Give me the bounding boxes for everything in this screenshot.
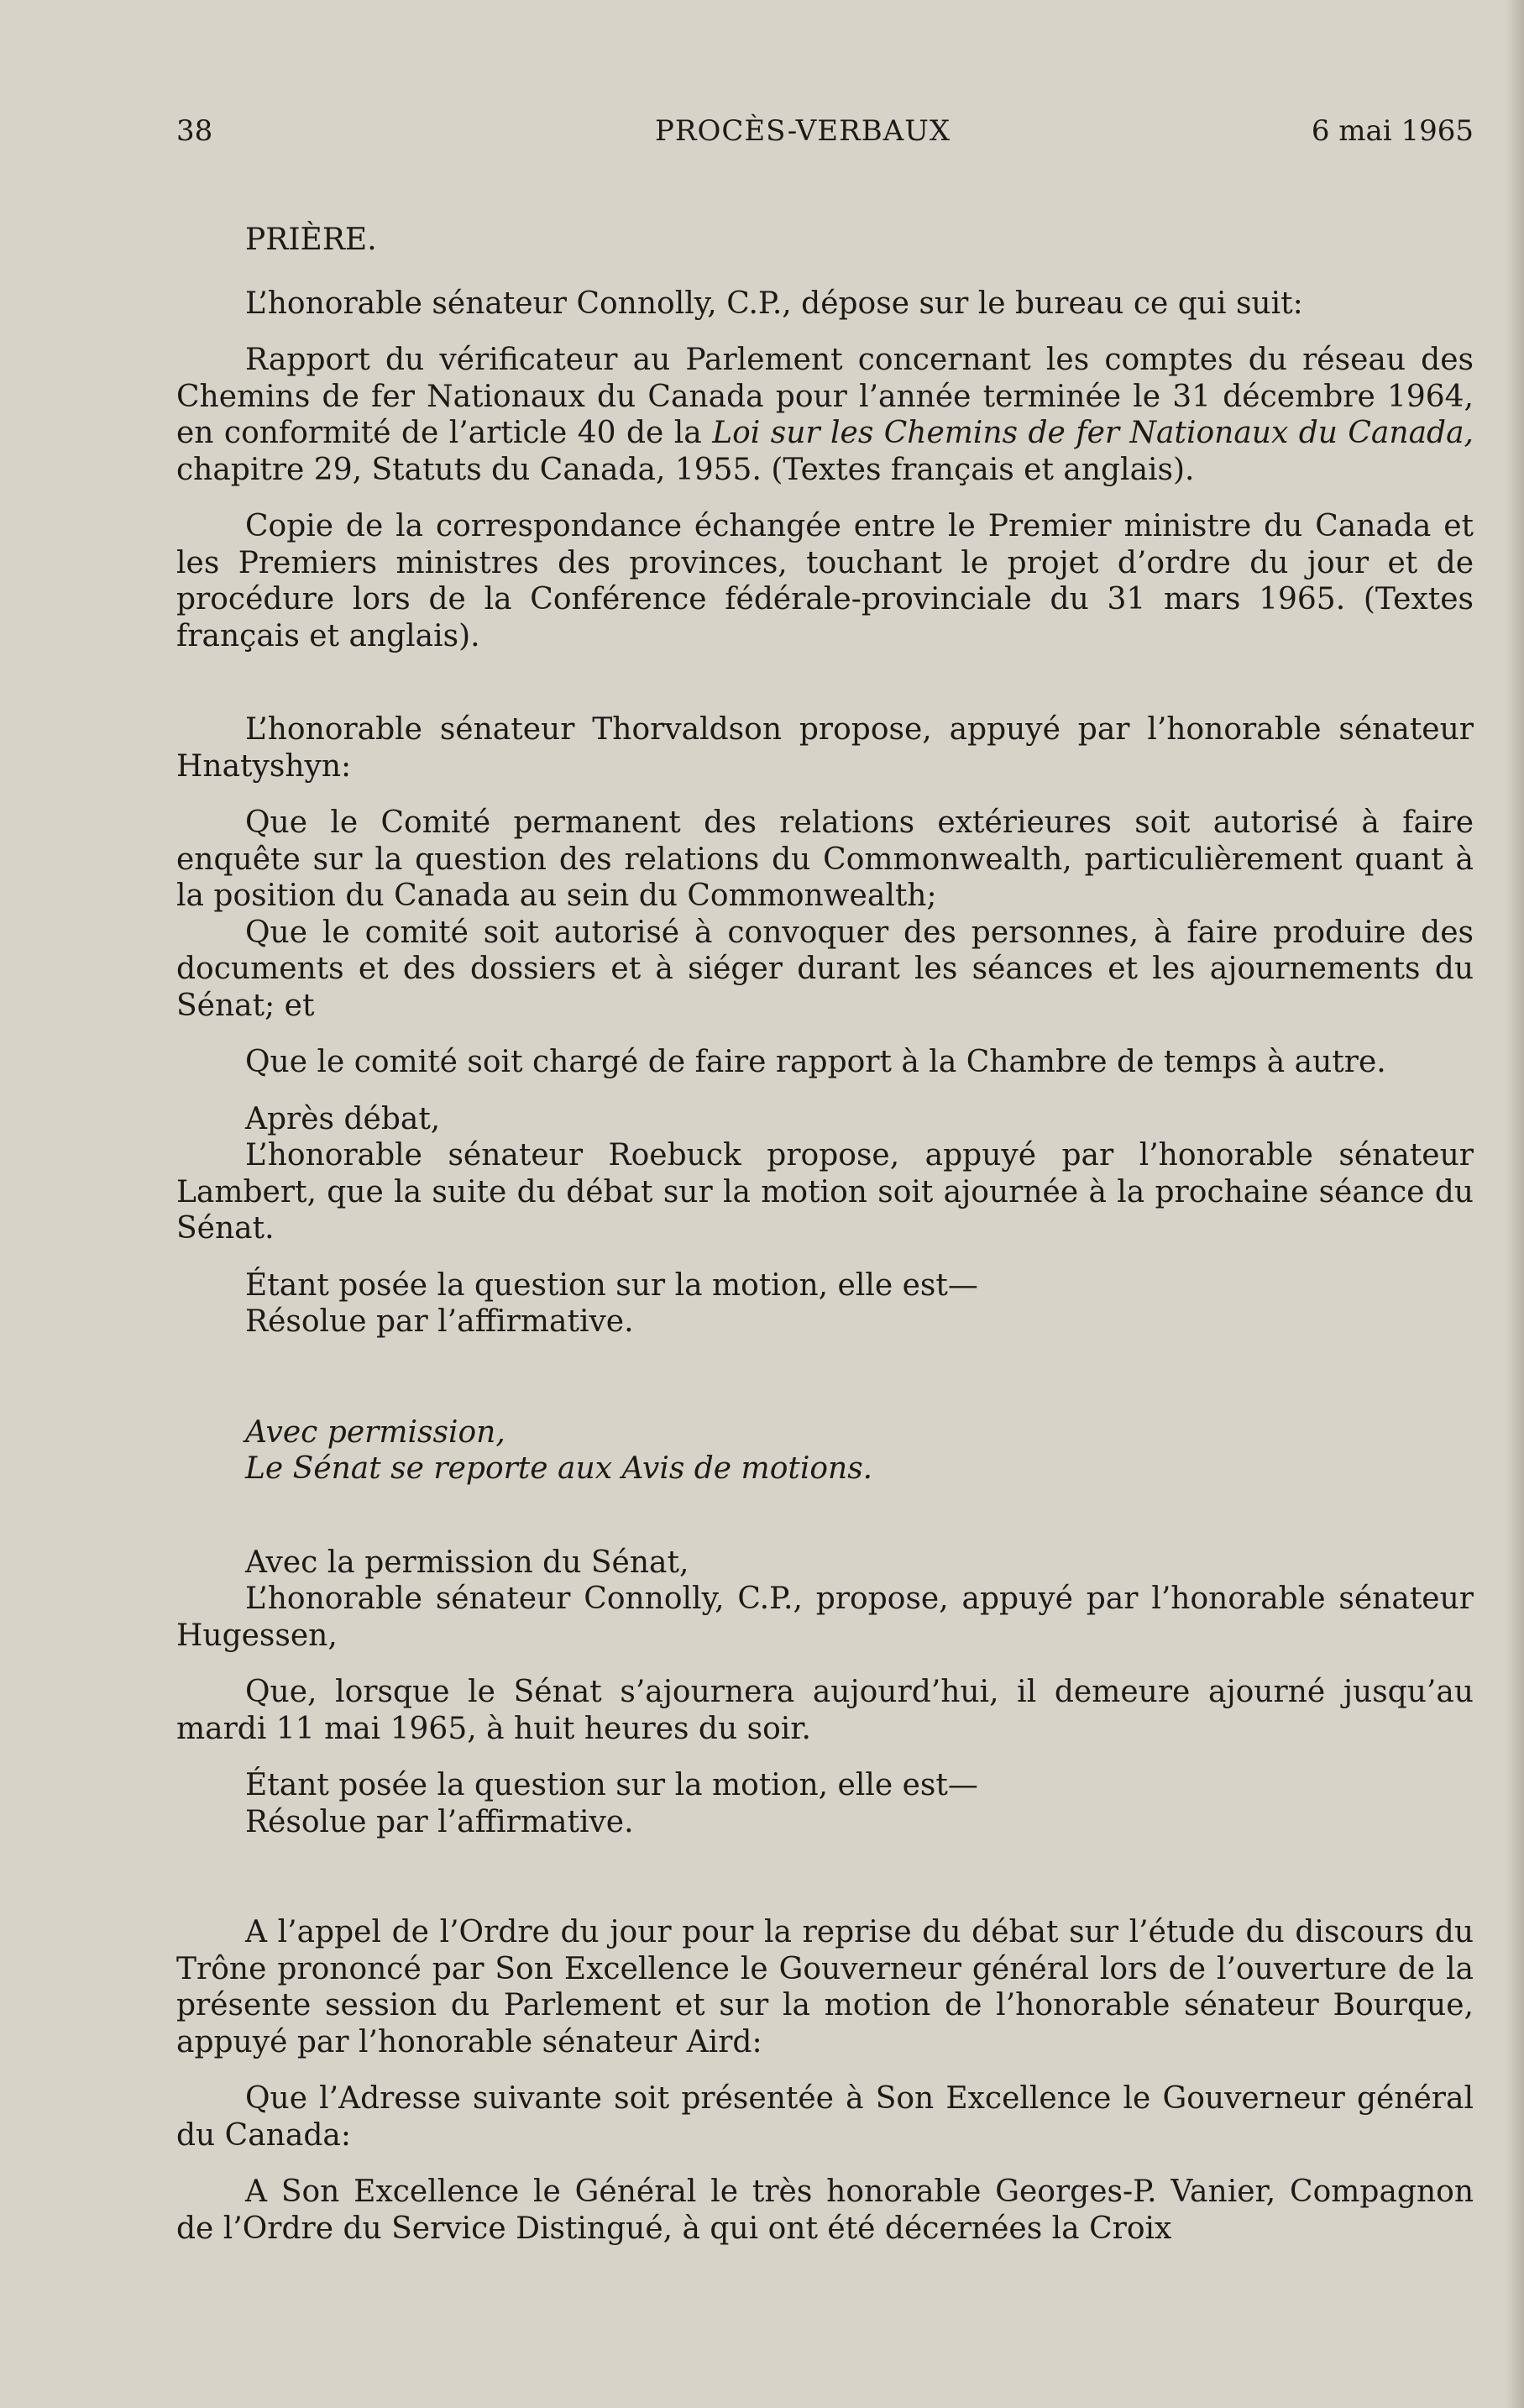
auditor-report-text-a: Rapport du vérificateur au Parlement concernant les comptes du réseau des Chemins de fer Nationaux du Canada pour l’année terminée le 31 décembre 1964, en conformité de l’article 40 de la [176,343,1474,450]
header-date: 6 mai 1965 [1311,114,1474,148]
document-body [176,222,1474,2247]
paragraph-auditor-report [176,342,1474,488]
notices-of-motion-text: Le Sénat se reporte aux Avis de motions. [245,1451,873,1486]
paragraph-notices-of-motion [176,1451,1474,1487]
paragraph-roebuck-motion: L’honorable sénateur Roebuck propose, appuyé par l’honorable sénateur Lambert, que la suite du débat sur la motion soit ajournée à la prochaine séance du Sénat. [176,1138,1474,1246]
auditor-report-text-b: chapitre 29, Statuts du Canada, 1955. (Textes français et anglais). [176,452,1195,487]
paragraph-with-leave [176,1414,1474,1451]
paragraph-motion-clause-3: Que le comité soit chargé de faire rapport à la Chambre de temps à autre. [245,1045,1386,1079]
page-header [176,114,1474,156]
paragraph-adjournment: Que, lorsque le Sénat s’ajournera aujourd’hui, il demeure ajourné jusqu’au mardi 11 mai 1965, à huit heures du soir. [176,1675,1474,1746]
paragraph-resolved: Résolue par l’affirmative. [245,1304,634,1339]
paragraph-address: Que l’Adresse suivante soit présentée à Son Excellence le Gouverneur général du Canada: [176,2081,1474,2153]
running-title: PROCÈS-VERBAUX [655,114,951,148]
with-leave-text: Avec permission, [245,1414,505,1450]
paragraph-question-put: Étant posée la question sur la motion, elle est— [245,1267,978,1303]
page-number: 38 [176,114,213,148]
paragraph-with-senate-leave: Avec la permission du Sénat, [245,1545,689,1580]
paragraph-governor-general: A Son Excellence le Général le très honorable Georges-P. Vanier, Compagnon de l’Ordre du Service Distingué, à qui ont été décernées la Croix [176,2175,1474,2246]
priere-heading: PRIÈRE. [245,223,377,257]
paragraph-thorvaldson-motion: L’honorable sénateur Thorvaldson propose, appuyé par l’honorable sénateur Hnatyshyn: [176,712,1474,784]
paragraph-connolly-motion: L’honorable sénateur Connolly, C.P., propose, appuyé par l’honorable sénateur Hugessen, [176,1582,1474,1653]
paragraph-correspondence: Copie de la correspondance échangée entre le Premier ministre du Canada et les Premiers ministres des provinces, touchant le projet d’ordre du jour et de procédure lors de la Conférence fédérale-provinciale du 31 mars 1965. (Textes français et anglais). [176,509,1474,653]
statute-title: Loi sur les Chemins de fer Nationaux du Canada, [712,416,1474,450]
paragraph-after-debate: Après débat, [245,1101,441,1136]
paragraph-tabled-documents: L’honorable sénateur Connolly, C.P., dépose sur le bureau ce qui suit: [245,286,1303,321]
paragraph-resolved-2: Résolue par l’affirmative. [245,1804,634,1839]
paragraph-motion-clause-2: Que le comité soit autorisé à convoquer des personnes, à faire produire des documents et des dossiers et à siéger durant les séances et les ajournements du Sénat; et [176,915,1474,1023]
page-edge-shadow [1506,0,1524,2408]
paragraph-order-of-day: A l’appel de l’Ordre du jour pour la reprise du débat sur l’étude du discours du Trône prononcé par Son Excellence le Gouverneur général lors de l’ouverture de la présente session du Parlement et sur la motion de l’honorable sénateur Bourque, appuyé par l’honorable sénateur Aird: [176,1915,1474,2059]
paragraph-motion-clause-1: Que le Comité permanent des relations extérieures soit autorisé à faire enquête sur la question des relations du Commonwealth, particulièrement quant à la position du Canada au sein du Commonwealth; [176,805,1474,913]
paragraph-question-put-2: Étant posée la question sur la motion, elle est— [245,1768,978,1802]
